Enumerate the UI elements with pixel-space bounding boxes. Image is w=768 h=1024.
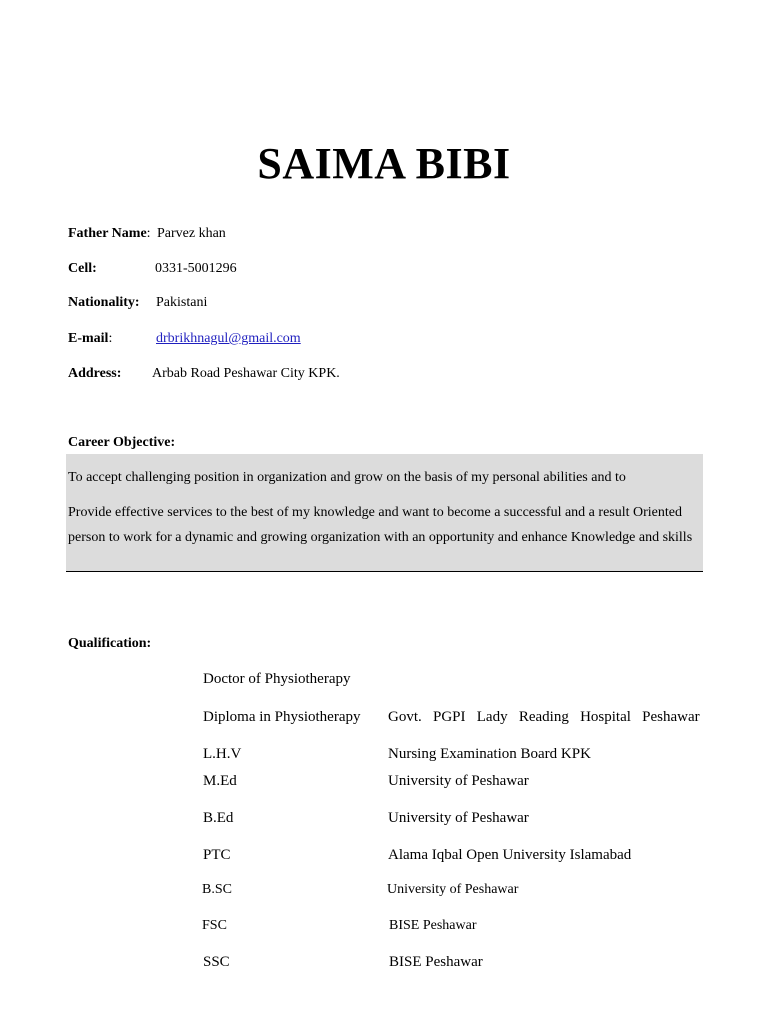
degree-ssc: SSC (203, 954, 230, 970)
institute-nursing-board: Nursing Examination Board KPK (388, 746, 591, 762)
email-link[interactable]: drbrikhnagul@gmail.com (156, 331, 301, 346)
email-label (68, 331, 112, 347)
qualification-heading: Qualification: (68, 636, 152, 651)
degree-bsc: B.SC (202, 882, 232, 897)
institute-bed: University of Peshawar (388, 810, 529, 826)
address-label: Address: (68, 366, 122, 381)
objective-line-3: person to work for a dynamic and growing organization with an opportunity and enhance Knowledge and skills (68, 530, 693, 545)
father-name-separator: : (146, 226, 151, 241)
institute-med: University of Peshawar (388, 773, 529, 789)
institute-bsc: University of Peshawar (387, 882, 519, 897)
objective-line-1: To accept challenging position in organization and grow on the basis of my personal abilities and to (68, 470, 626, 485)
institute-fsc: BISE Peshawar (389, 918, 477, 933)
objective-line-2: Provide effective services to the best of my knowledge and want to become a successful and a result Oriented (68, 505, 682, 520)
degree-med: M.Ed (203, 773, 237, 789)
cell-label: Cell: (68, 261, 97, 276)
page-title: SAIMA BIBI (257, 139, 511, 188)
father-name-label (68, 226, 151, 242)
degree-ptc: PTC (203, 847, 231, 863)
degree-fsc: FSC (202, 918, 227, 933)
career-objective-heading: Career Objective: (68, 435, 176, 450)
address-value: Arbab Road Peshawar City KPK. (152, 366, 340, 381)
father-name-value: Parvez khan (157, 226, 226, 241)
degree-lhv: L.H.V (203, 746, 242, 762)
institute-ssc: BISE Peshawar (389, 954, 483, 970)
degree-bed: B.Ed (203, 810, 234, 826)
degree-doctor-physiotherapy: Doctor of Physiotherapy (203, 671, 351, 687)
institute-lady-reading-hospital: Govt. PGPI Lady Reading Hospital Peshawar (388, 709, 700, 725)
institute-aiou: Alama Iqbal Open University Islamabad (388, 847, 632, 863)
email-label-text: E-mail (68, 331, 109, 346)
nationality-value: Pakistani (156, 295, 208, 310)
cell-value: 0331-5001296 (155, 261, 237, 276)
father-name-label-text: Father Name (68, 226, 147, 241)
nationality-label: Nationality: (68, 295, 140, 310)
email-separator: : (108, 331, 113, 346)
degree-diploma-physiotherapy: Diploma in Physiotherapy (203, 709, 361, 725)
